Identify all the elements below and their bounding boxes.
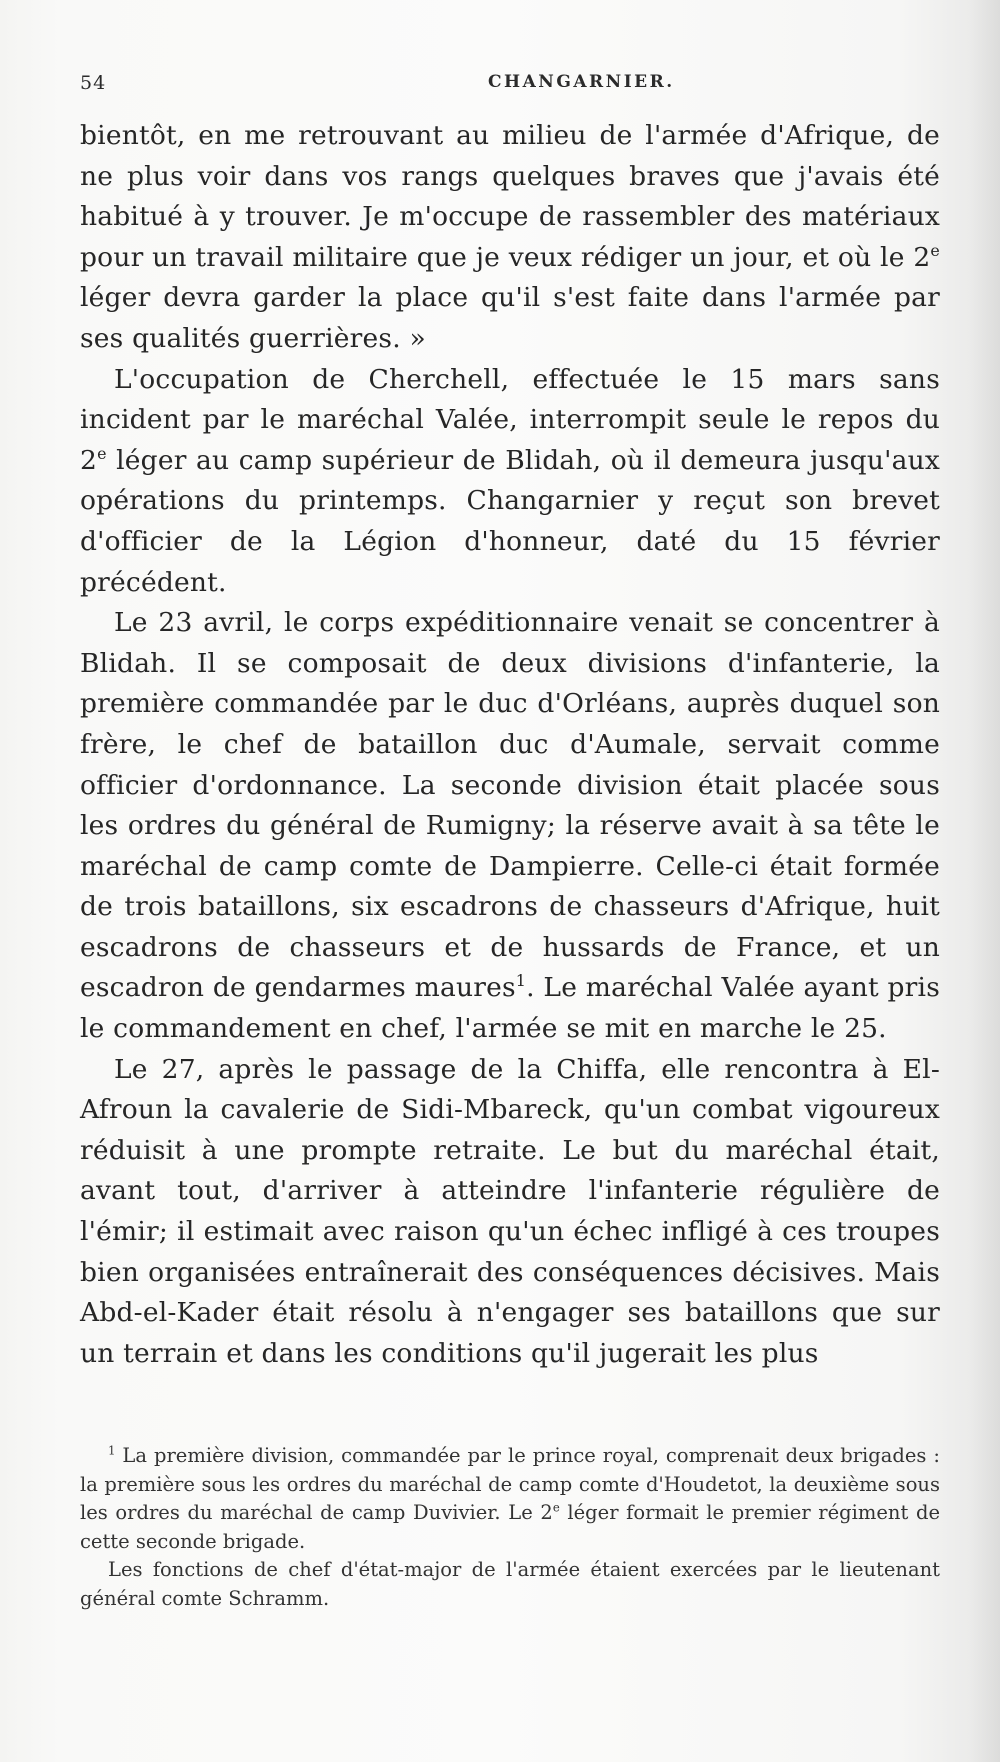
page-number: 54 xyxy=(80,72,107,94)
ordinal-superscript: e xyxy=(97,443,107,463)
page-header xyxy=(80,72,940,98)
paragraph-1-text: bientôt, en me retrouvant au milieu de l'armée d'Afrique, de ne plus voir dans vos rangs quelques braves que j'avais été habitué à y trouver. Je m'occupe de rassembler des matériaux pour un travail militaire que je veux rédiger un jour, et où le 2 xyxy=(80,120,940,273)
footnote-1 xyxy=(80,1442,940,1556)
ordinal-superscript: e xyxy=(930,240,940,260)
paragraph-2 xyxy=(80,360,940,604)
paragraph-1-text-end: léger devra garder la place qu'il s'est faite dans l'armée par ses qualités guerrières. » xyxy=(80,282,940,354)
paragraph-3-text: Le 23 avril, le corps expéditionnaire venait se concentrer à Blidah. Il se composait de deux divisions d'infanterie, la première commandée par le duc d'Orléans, auprès duquel son frère, le chef de bataillon duc d'Aumale, servait comme officier d'ordonnance. La seconde division était placée sous les ordres du général de Rumigny; la réserve avait à sa tête le maréchal de camp comte de Dampierre. Celle-ci était formée de trois bataillons, six escadrons de chasseurs d'Afrique, huit escadrons de chasseurs et de hussards de France, et un escadron de gendarmes maures xyxy=(80,607,940,1004)
footnote-marker: 1 xyxy=(108,1443,116,1458)
footnotes xyxy=(80,1442,940,1613)
paragraph-3-text-end: . Le maréchal Valée ayant pris le commandement en chef, l'armée se mit en marche le 25. xyxy=(80,972,941,1045)
footnote-1-text: La première division, commandée par le prince royal, comprenait deux brigades : la première sous les ordres du maréchal de camp comte d'Houdetot, la deuxième sous les ordres du maréchal de camp Duvivier. Le 2 xyxy=(80,1444,940,1524)
paragraph-4: Le 27, après le passage de la Chiffa, elle rencontra à El-Afroun la cavalerie de Sidi-Mbareck, qu'un combat vigoureux réduisit à une prompte retraite. Le but du maréchal était, avant tout, d'arriver à atteindre l'infanterie régulière de l'émir; il estimait avec raison qu'un échec infligé à ces troupes bien organisées entraînerait des conséquences décisives. Mais Abd-el-Kader était résolu à n'engager ses bataillons que sur un terrain et dans les conditions qu'il jugerait les plus xyxy=(80,1053,940,1369)
paragraph-2-text-end: léger au camp supérieur de Blidah, où il demeura jusqu'aux opérations du printemps. Changarnier y reçut son brevet d'officier de la Légion d'honneur, daté du 15 février précédent. xyxy=(80,444,940,598)
footnote-reference: 1 xyxy=(515,971,527,991)
footnote-1-text-end: léger formait le premier régiment de cette seconde brigade. xyxy=(80,1501,940,1553)
paragraph-2-text: L'occupation de Cherchell, effectuée le 15 mars sans incident par le maréchal Valée, interrompit seule le repos du 2 xyxy=(80,363,940,476)
paragraph-3 xyxy=(80,603,940,1050)
ordinal-superscript: e xyxy=(552,1500,560,1515)
footnote-2: Les fonctions de chef d'état-major de l'armée étaient exercées par le lieutenant général comte Schramm. xyxy=(80,1558,940,1610)
body-text xyxy=(80,116,940,1374)
paragraph-1 xyxy=(80,116,940,360)
running-title: CHANGARNIER. xyxy=(488,72,675,92)
